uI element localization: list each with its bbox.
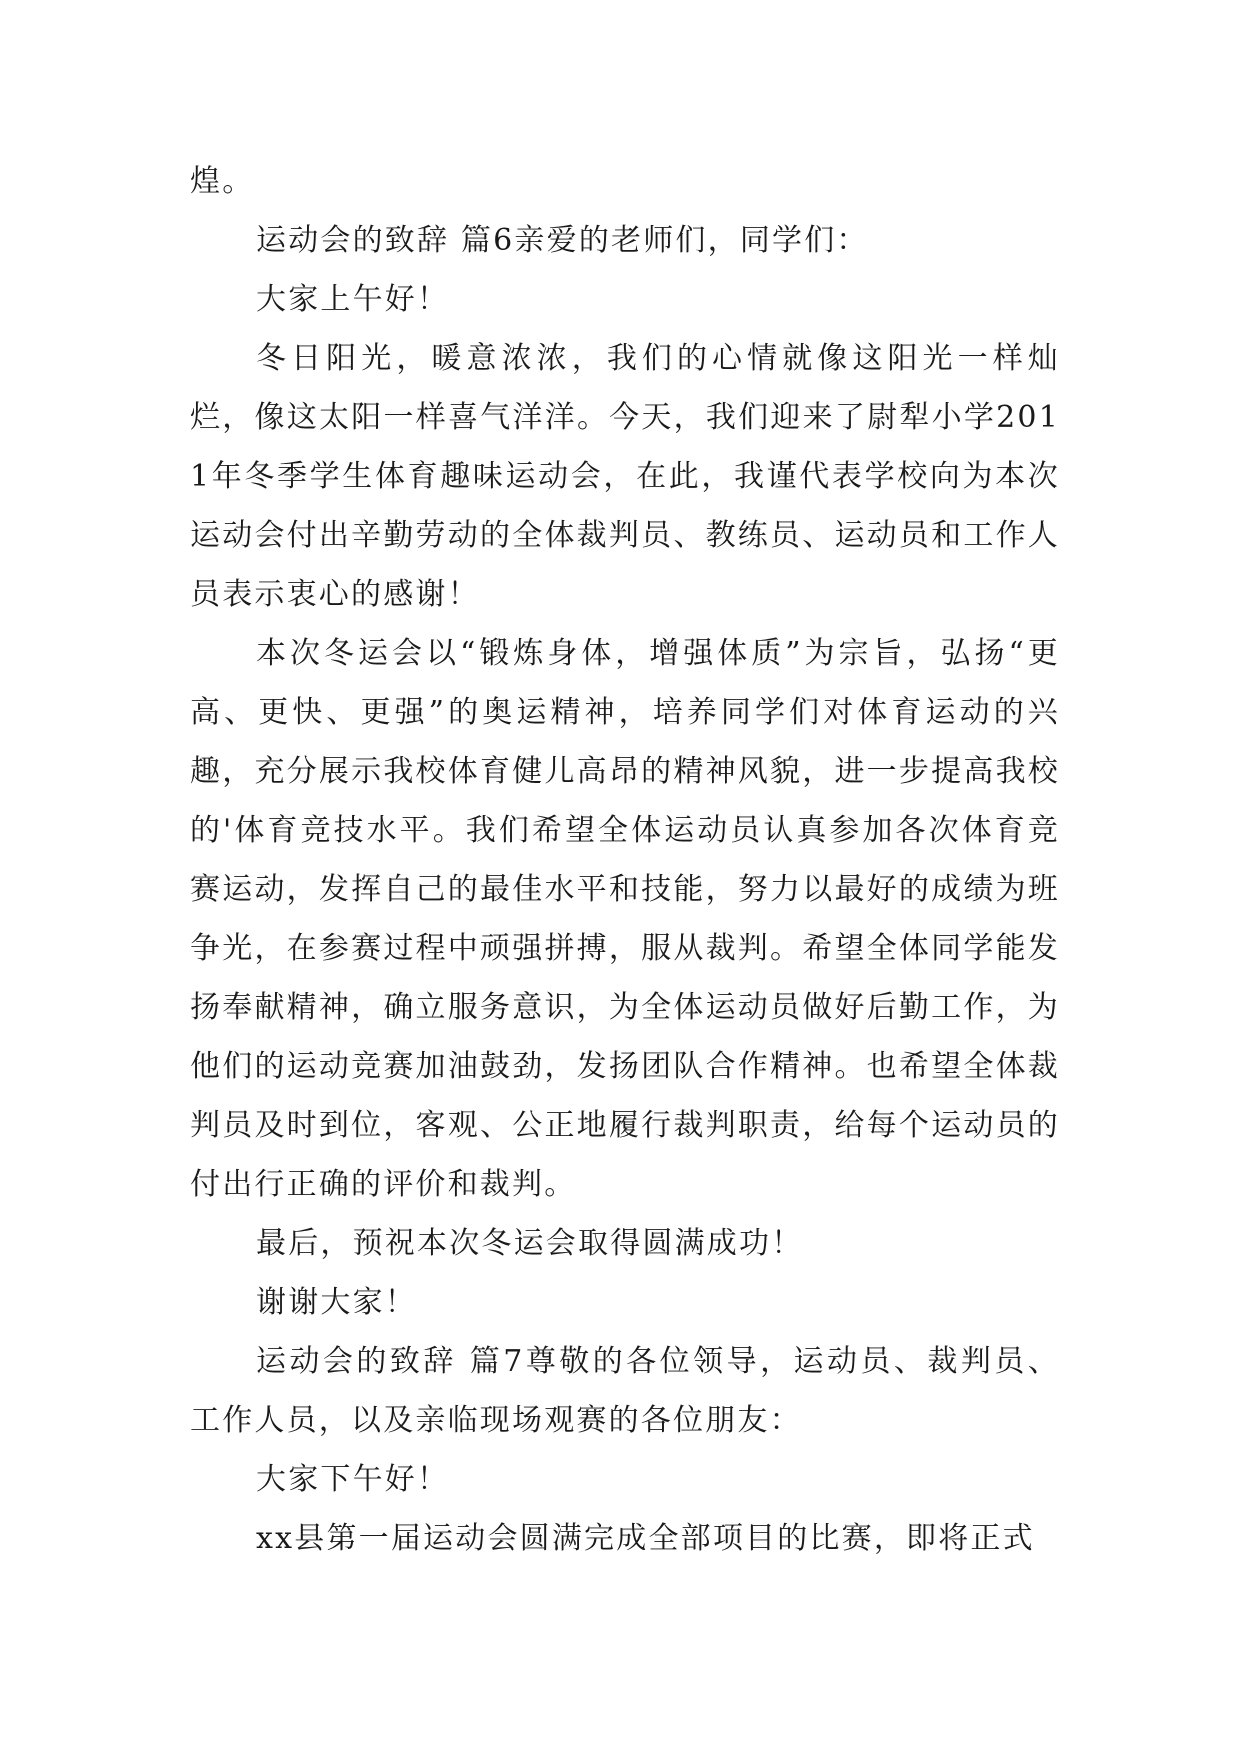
- document-body: [190, 152, 1060, 1568]
- paragraph: 煌。: [190, 164, 255, 199]
- paragraph: xx县第一届运动会圆满完成全部项目的比赛，即将正式: [256, 1521, 1035, 1556]
- paragraph-closing: 最后，预祝本次冬运会取得圆满成功！: [256, 1226, 804, 1261]
- paragraph-greeting: 大家上午好！: [256, 282, 450, 317]
- paragraph-thanks: 谢谢大家！: [256, 1285, 417, 1320]
- paragraph-heading: 运动会的致辞 篇6亲爱的老师们，同学们：: [256, 223, 869, 258]
- paragraph: 本次冬运会以“锻炼身体，增强体质”为宗旨，弘扬“更高、更快、更强”的奥运精神，培养同学们对体育运动的兴趣，充分展示我校体育健儿高昂的精神风貌，进一步提高我校的'体育竞技水平。我们希望全体运动员认真参加各次体育竞赛运动，发挥自己的最佳水平和技能，努力以最好的成绩为班争光，在参赛过程中顽强拼搏，服从裁判。希望全体同学能发扬奉献精神，确立服务意识，为全体运动员做好后勤工作，为他们的运动竞赛加油鼓劲，发扬团队合作精神。也希望全体裁判员及时到位，客观、公正地履行裁判职责，给每个运动员的付出行正确的评价和裁判。: [190, 636, 1060, 1202]
- paragraph: 冬日阳光，暖意浓浓，我们的心情就像这阳光一样灿烂，像这太阳一样喜气洋洋。今天，我们迎来了尉犁小学2011年冬季学生体育趣味运动会，在此，我谨代表学校向为本次运动会付出辛勤劳动的全体裁判员、教练员、运动员和工作人员表示衷心的感谢！: [190, 341, 1060, 612]
- paragraph-greeting: 大家下午好！: [256, 1462, 450, 1497]
- paragraph-heading: 运动会的致辞 篇7尊敬的各位领导，运动员、裁判员、工作人员，以及亲临现场观赛的各位朋友：: [190, 1344, 1060, 1438]
